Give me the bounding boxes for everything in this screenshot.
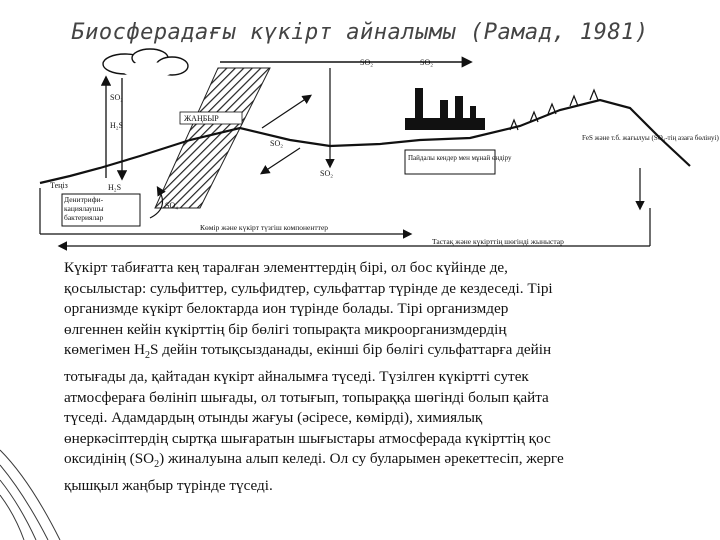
- label-so4: SO₄: [165, 201, 179, 210]
- description-text: [64, 258, 700, 497]
- label-so2-left: SO₂: [110, 93, 124, 102]
- text-line: Күкірт табиғатта кең таралған элементтердің бірі, ол бос күйінде де,: [64, 259, 508, 276]
- text-line: тотығады да, қайтадан күкірт айналымға түседі. Түзілген күкірттi сутек: [64, 368, 529, 385]
- text-line: қышқыл жаңбыр түрінде түседі.: [64, 477, 273, 494]
- label-rain: ЖАҢБЫР: [184, 114, 219, 123]
- sulfur-cycle-diagram: [0, 48, 720, 258]
- label-deep: Тастақ және күкірттің шөгінді жыныстар: [432, 237, 564, 246]
- page-title: Биосферадағы күкірт айналымы (Рамад, 1981): [71, 20, 649, 45]
- arrow-mid-up: [262, 96, 310, 128]
- text-line: өнеркәсіптердің сыртқа шығаратын шығыстары атмосферада күкірттің қос: [64, 429, 551, 447]
- label-coal: Көмір және күкірт түзгіш компоненттер: [200, 223, 329, 232]
- label-so2-mid-b: SO₂: [320, 169, 334, 178]
- label-so2-top-a: SO₂: [360, 58, 374, 67]
- label-soil: Пайдалы кендер мен мұнай өндіру: [408, 154, 512, 162]
- decorative-corner-lines: [0, 440, 80, 540]
- cloud-icon: [103, 49, 188, 78]
- label-denitr: Денитрифи-кациялаушы бактериялар: [64, 195, 104, 222]
- text-line: өлгеннен кейін күкірттің бір бөлігі топырақта микроорганизмдердің: [64, 320, 507, 338]
- arrow-mid-down: [262, 148, 300, 173]
- text-line: түседі. Адамдардың отынды жағуы (әсіресе, көмірді), химиялық: [64, 409, 483, 427]
- text-line: оксидінің $(SO_2)$ жиналуына алып келеді. Ол су буларымен әрекеттесіп, жерге: [64, 450, 564, 471]
- factory-icon: [405, 88, 485, 130]
- text-line: атмосфераға бөлініп шығады, ол тотығып, топыраққа шөгінді болып қайта: [64, 388, 549, 406]
- label-fes: FeS және т.б. жағылуы (SO₄-тің азаға бөлінуі): [582, 134, 719, 142]
- label-h2s-bottom: H₂S: [108, 183, 122, 192]
- label-so2-top-b: SO₂: [420, 58, 434, 67]
- text-line: қосылыстар: сульфиттер, сульфидтер, сульфаттар түрінде де кездеседі. Тірі: [64, 279, 553, 297]
- label-h2s-left: H₂S: [110, 121, 124, 130]
- label-sea: Теңіз: [50, 181, 68, 190]
- rain-band: [155, 68, 270, 208]
- text-line: организмде күкірт белоктарда ион түрінде болады. Тірі организмдер: [64, 300, 509, 318]
- label-so2-mid: SO₂: [270, 139, 284, 148]
- text-line: көмегімен $H_2S$ дейін тотықсызданады, екінші бір бөлігі сульфаттарға дейін: [64, 341, 552, 362]
